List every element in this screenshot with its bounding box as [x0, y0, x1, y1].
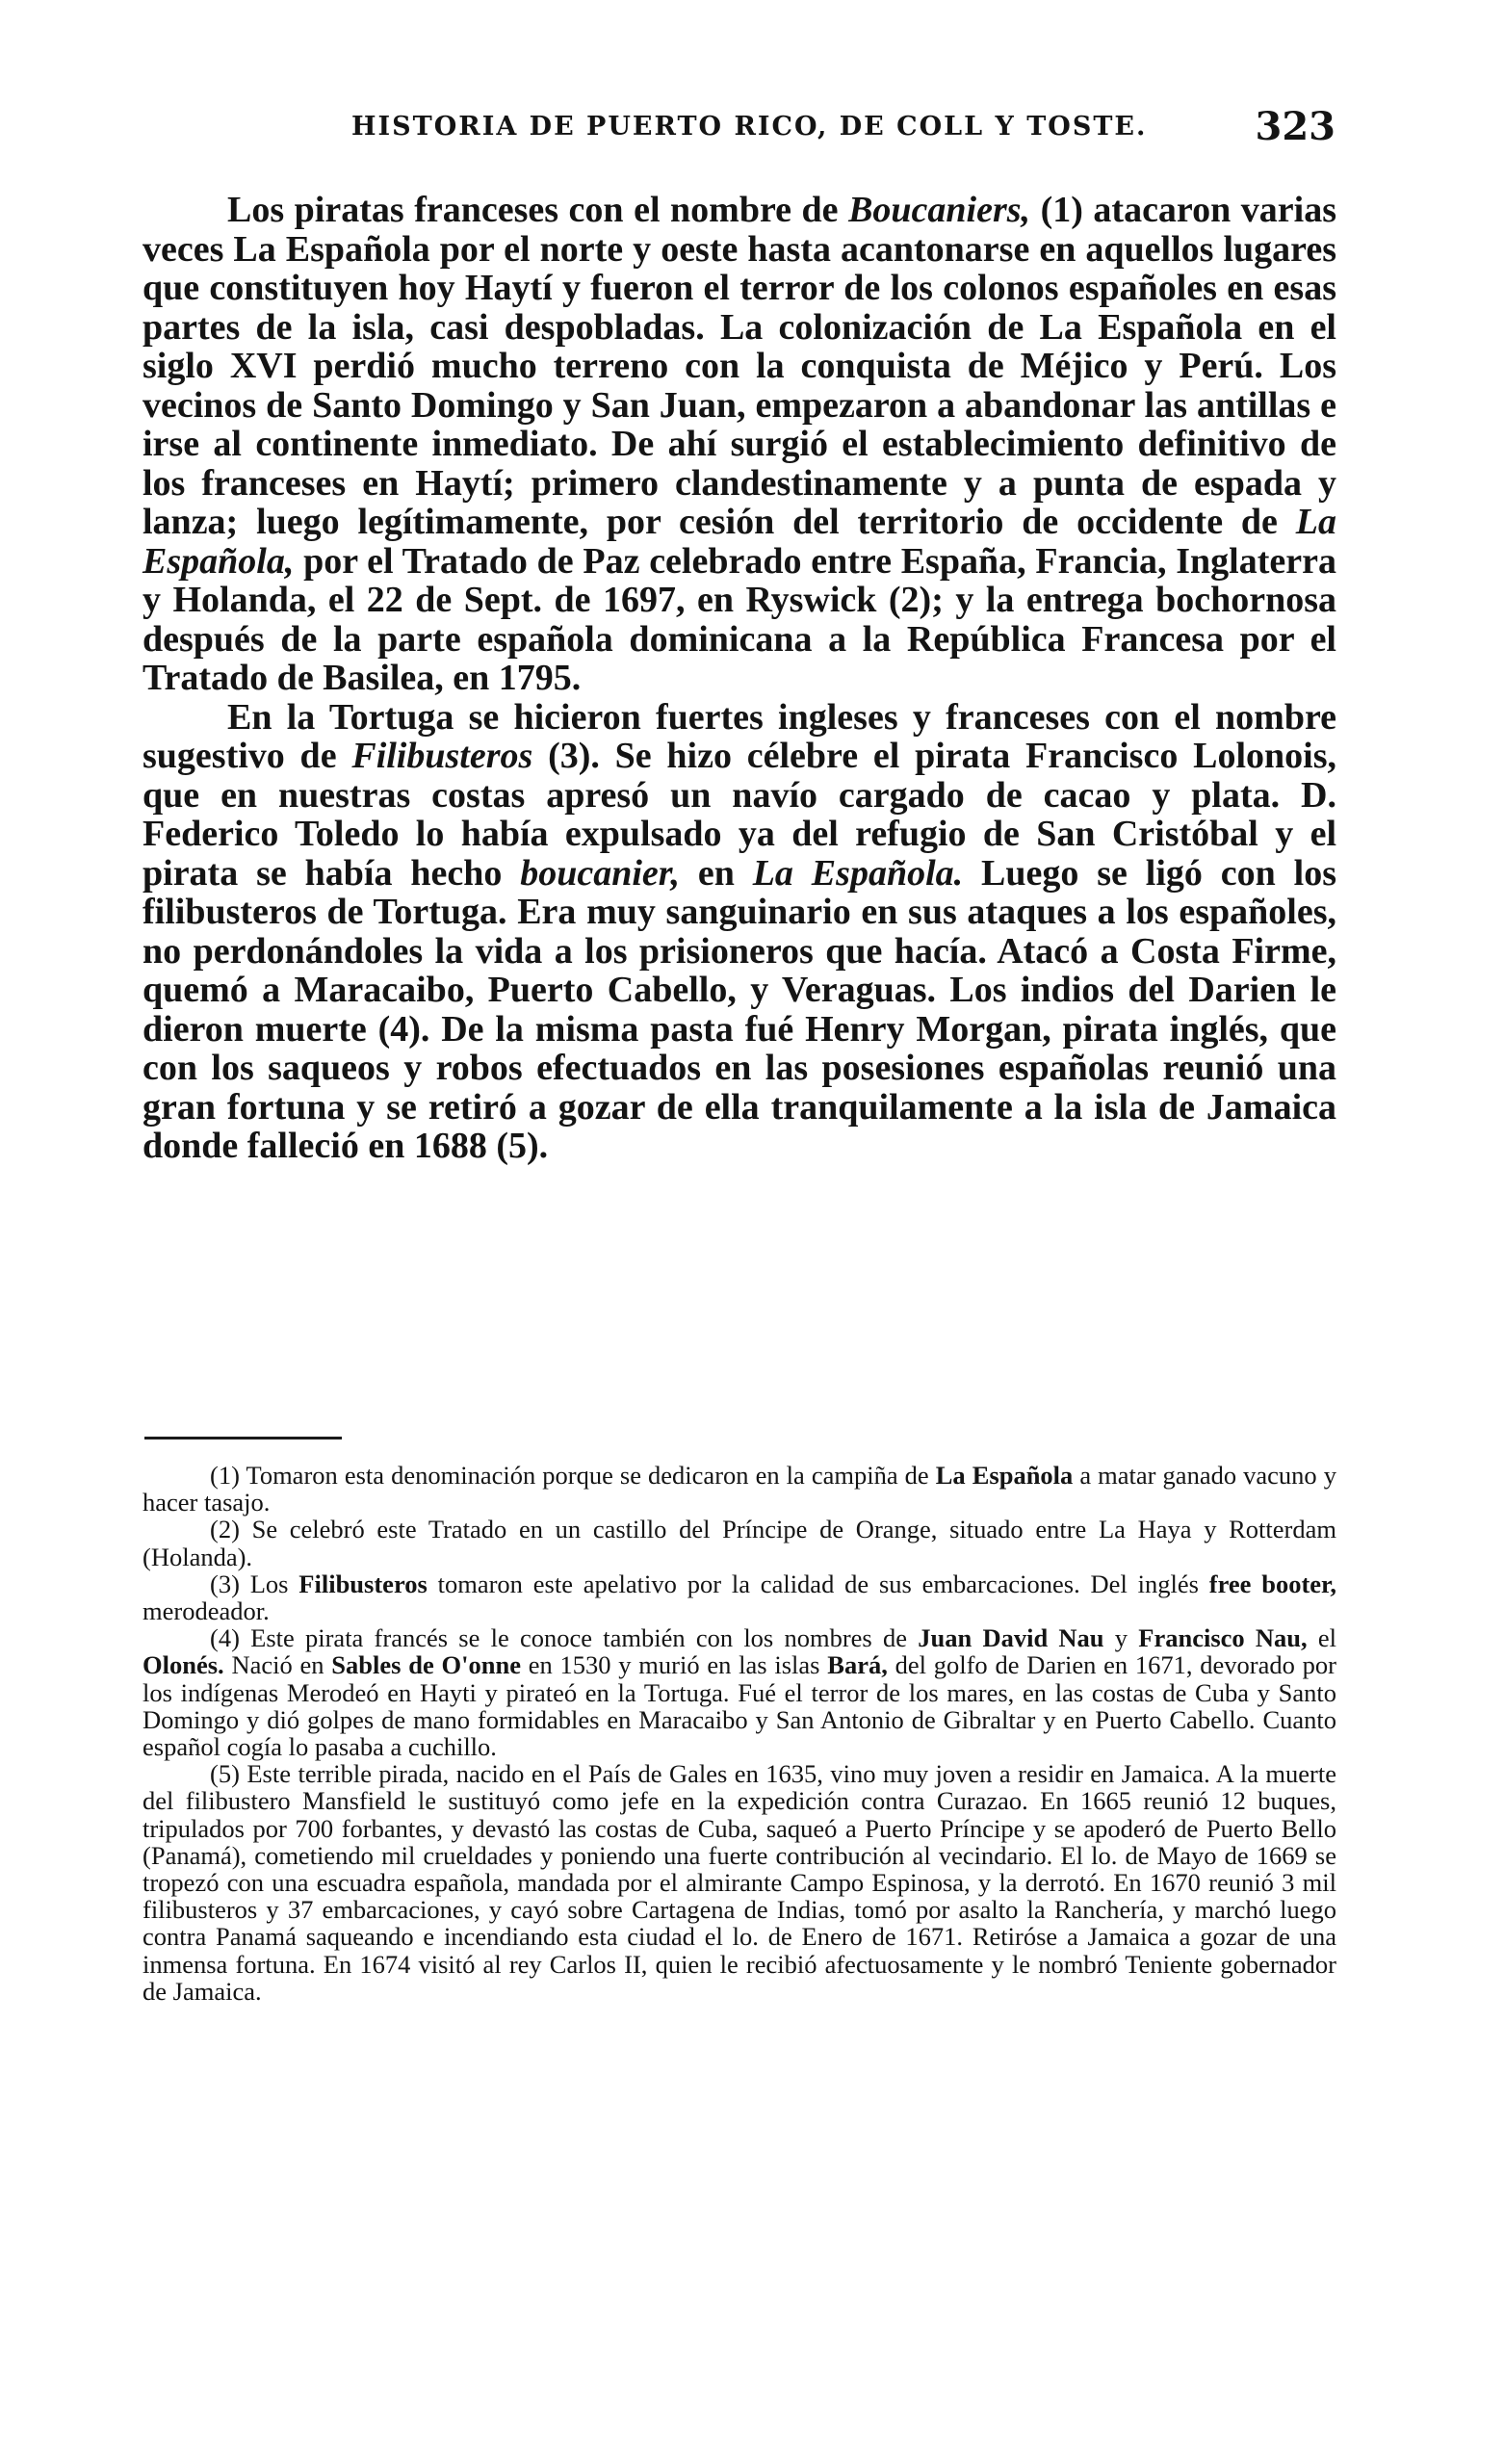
- bold-text-run: free booter,: [1208, 1569, 1336, 1598]
- footnote-2: [143, 1516, 1336, 1569]
- text-run: (3). Se hizo célebre el pirata Francisco Lolonois, que en nuestras costas apresó un navío cargado de cacao y plata. D. Federico Toledo lo había expulsado ya del refugio de San Cristóbal y el pirata se había hecho: [143, 736, 1336, 894]
- text-run: por el Tratado de Paz celebrado entre España, Francia, Inglaterra y Holanda, el 22 de Sept. de 1697, en Ryswick (2); y la entrega bochornosa después de la parte española dominicana a la República Francesa por el Tratado de Basilea, en 1795.: [143, 540, 1336, 698]
- italic-text-run: boucanier,: [520, 852, 680, 894]
- text-run: Los piratas franceses con el nombre de: [227, 190, 849, 230]
- text-run: en 1530 y murió en las islas: [520, 1650, 828, 1680]
- text-run: en: [679, 852, 753, 894]
- italic-text-run: Filibusteros: [351, 736, 533, 776]
- text-run: Luego se ligó con los filibusteros de Tortuga. Era muy sanguinario en sus ataques a los españoles, no perdonándoles la vida a los prisioneros que hacía. Atacó a Costa Firme, quemó a Maracaibo, Puerto Cabello, y Veraguas. Los indios del Darien le dieron muerte (4). De la misma pasta fué Henry Morgan, pirata inglés, que con los saqueos y robos efectuados en las posesiones españolas reunió una gran fortuna y se retiró a gozar de ella tranquilamente a la isla de Jamaica donde falleció en 1688 (5).: [143, 852, 1336, 1166]
- main-text: [143, 191, 1336, 1166]
- bold-text-run: Sables de O'onne: [331, 1650, 521, 1680]
- footnote-1: [143, 1462, 1336, 1516]
- text-run: (4) Este pirata francés se le conoce también con los nombres de: [210, 1623, 919, 1653]
- footnote-3: [143, 1570, 1336, 1624]
- footnote-4: [143, 1624, 1336, 1760]
- bold-text-run: Olonés.: [143, 1650, 224, 1680]
- text-run: (2) Se celebró este Tratado en un castillo del Príncipe de Orange, situado entre La Haya y Rotterdam (Holanda).: [143, 1515, 1336, 1571]
- footnote-5: [143, 1760, 1336, 2005]
- text-run: (3) Los: [210, 1569, 299, 1598]
- text-run: a matar ganado vacuno y hacer tasajo.: [143, 1461, 1336, 1517]
- text-run: (1) atacaron varias veces La Española por el norte y oeste hasta acantonarse en aquellos lugares que constituyen hoy Haytí y fueron el terror de los colonos españoles en esas partes de la isla, casi despobladas. La colonización de La Española en el siglo XVI perdió mucho terreno con la conquista de Méjico y Perú. Los vecinos de Santo Domingo y San Juan, empezaron a abandonar las antillas e irse al continente inmediato. De ahí surgió el establecimiento definitivo de los franceses en Haytí; primero clandestinamente y a punta de espada y lanza; luego legítimamente, por cesión del territorio de occidente de: [143, 190, 1336, 542]
- text-run: (5) Este terrible pirada, nacido en el País de Gales en 1635, vino muy joven a residir en Jamaica. A la muerte del filibustero Mansfield le sustituyó como jefe en la expedición contra Curazao. En 1665 reunió 12 buques, tripulados por 700 forbantes, y devastó las costas de Cuba, saqueó a Puerto Príncipe y se apoderó de Puerto Bello (Panamá), cometiendo mil crueldades y poniendo una fuerte contribución al vecindario. El lo. de Mayo de 1669 se tropezó con una escuadra española, mandada por el almirante Campo Espinosa, y la derrotó. En 1670 reunió 3 mil filibusteros y 37 embarcaciones, y cayó sobre Cartagena de Indias, tomó por asalto la Ranchería, y marchó luego contra Panamá saqueando e incendiando esta ciudad el lo. de Enero de 1671. Retiróse a Jamaica a gozar de una inmensa fortuna. En 1674 visitó al rey Carlos II, quien le recibió afectuosamente y le nombró Teniente gobernador de Jamaica.: [143, 1759, 1336, 2006]
- bold-text-run: La Española: [935, 1461, 1074, 1490]
- text-run: tomaron este apelativo por la calidad de sus embarcaciones. Del inglés: [427, 1569, 1209, 1598]
- text-run: merodeador.: [143, 1596, 270, 1626]
- main-paragraph: [143, 191, 1336, 698]
- text-run: el: [1307, 1623, 1337, 1653]
- text-run: y: [1103, 1623, 1139, 1653]
- page-number: 323: [1255, 104, 1335, 149]
- bold-text-run: Bará,: [827, 1650, 888, 1680]
- text-run: En la Tortuga se hicieron fuertes ingleses y franceses con el nombre sugestivo de: [143, 696, 1336, 776]
- main-paragraph: [143, 698, 1336, 1166]
- italic-text-run: La Española,: [143, 502, 1336, 582]
- running-title: HISTORIA DE PUERTO RICO, DE COLL Y TOSTE.: [351, 112, 1148, 142]
- italic-text-run: La Española.: [752, 852, 964, 894]
- page-header: [144, 104, 1335, 162]
- footnotes: [143, 1462, 1336, 2005]
- italic-text-run: Boucaniers,: [848, 190, 1031, 230]
- bold-text-run: Francisco Nau,: [1138, 1623, 1308, 1653]
- text-run: Nació en: [223, 1650, 332, 1680]
- bold-text-run: Juan David Nau: [918, 1623, 1104, 1653]
- text-run: (1) Tomaron esta denominación porque se dedicaron en la campiña de: [210, 1461, 936, 1490]
- footnote-divider: [144, 1437, 342, 1439]
- bold-text-run: Filibusteros: [298, 1569, 428, 1598]
- text-run: del golfo de Darien en 1671, devorado por los indígenas Merodeó en Hayti y pirateó en la Tortuga. Fué el terror de los mares, en las costas de Cuba y Santo Domingo y dió golpes de mano formidables en Maracaibo y San Antonio de Gibraltar y en Puerto Cabello. Cuanto español cogía lo pasaba a cuchillo.: [143, 1650, 1336, 1762]
